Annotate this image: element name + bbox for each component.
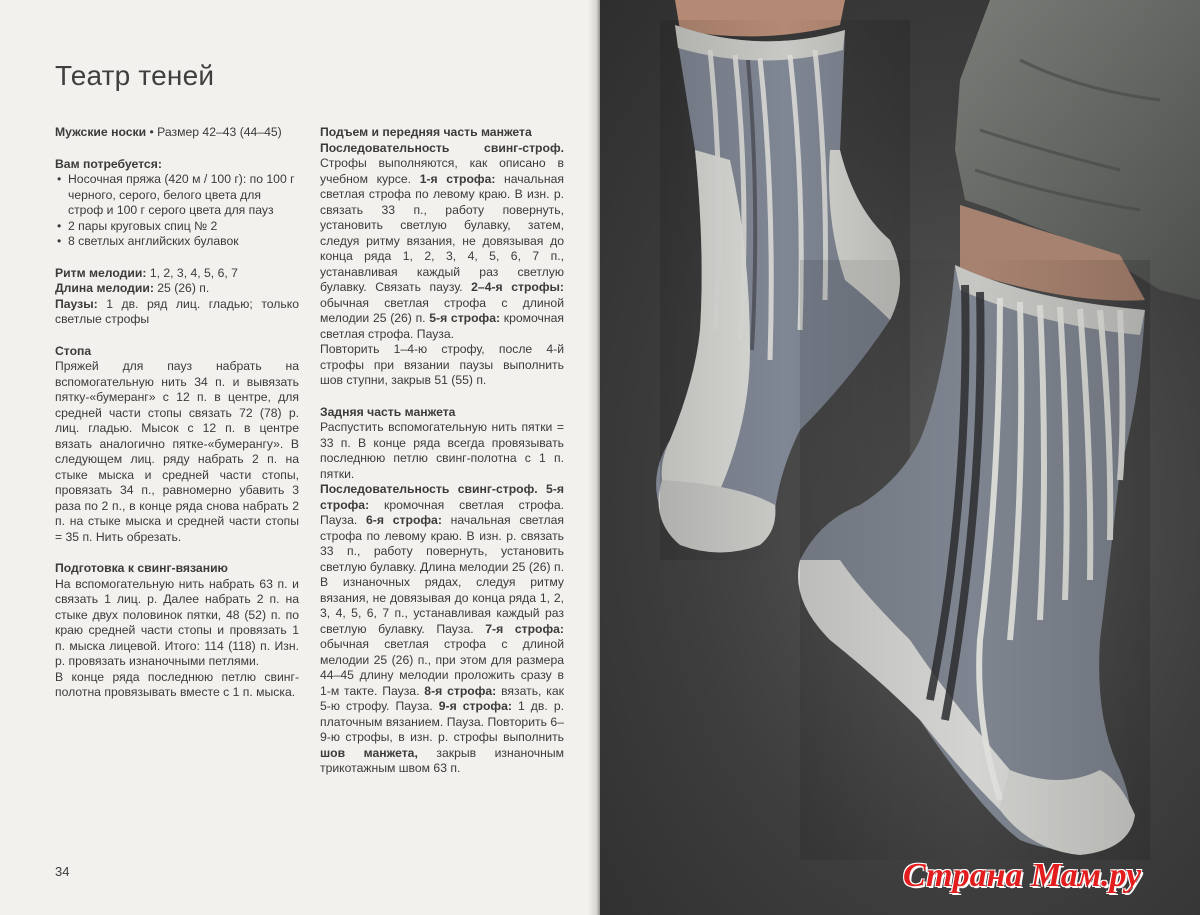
- watermark-logo: Страна Мам.ру: [903, 857, 1142, 894]
- back-heading: Задняя часть манжета: [320, 404, 456, 419]
- rise-text: [320, 141, 564, 343]
- right-sock: [798, 260, 1150, 860]
- stanza-label: 7-я строфа:: [485, 621, 564, 636]
- pauses-line: [55, 297, 299, 328]
- repeat-text: Повторить 1–4-ю строфу, после 4-й строфы при вязании паузы выполнить шов ступни, закрыв 51 (55) п.: [320, 342, 564, 387]
- back-text: Распустить вспомогательную нить пятки = 33 п. В конце ряда всегда провязывать последнюю петлю свинг-полотна с 1 п. пятки.: [320, 420, 564, 481]
- stanza-text: начальная светлая строфа по левому краю. В изн. р. связать 33 п., работу повернуть, установить светлую булавку, затем, следуя ритму вязания, не довязывая до конца ряда 1, 2, 3, 4, 5, 6, 7 п., устанавливая каждый раз светлую булавку. Связать паузу.: [320, 171, 564, 294]
- materials-item: • 2 пары круговых спиц № 2: [55, 219, 299, 235]
- materials-list: [55, 172, 299, 250]
- rise-heading: Подъем и передняя часть манжета: [320, 125, 532, 139]
- sequence-text: Строфы выполняются, как описано в учебном курсе.: [320, 156, 564, 186]
- materials-heading: Вам потребуется:: [55, 156, 162, 171]
- size-line: [55, 125, 299, 141]
- stanza-label: 8-я строфа:: [424, 683, 497, 698]
- stanza-text: кромочная светлая строфа. Пауза.: [320, 311, 564, 341]
- stanza-label: 1-я строфа:: [419, 171, 496, 186]
- rhythm-label: Ритм мелодии:: [55, 265, 147, 280]
- sequence-text: кромочная светлая строфа. Пауза.: [320, 497, 564, 527]
- stanza-text: обычная светлая строфа с длиной мелодии 25 (26) п., при этом для размера 44–45 длину мелодии проложить сразу в 1-м такте. Пауза.: [320, 637, 564, 698]
- stanza-text: обычная светлая строфа с длиной мелодии 25 (26) п.: [320, 295, 564, 325]
- photo-page: [600, 0, 1200, 915]
- page-number: 34: [55, 864, 70, 879]
- pauses-value: 1 дв. ряд лиц. гладью; только светлые строфы: [55, 296, 299, 326]
- foot-text: Пряжей для пауз набрать на вспомогательную нить 34 п. и вывязать пятку-«бумеранг» с 12 п. в центре, для средней части стопы связать 72 (78) р. лиц. гладью. Мысок с 12 п. в центре вязать аналогично пятке-«бумерангу». В следующем лиц. ряду набрать 2 п. на стыке мыска и средней части стопы, провязать 34 п., равномерно убавить 3 раза по 2 п., в конце ряда снова набрать 2 п. на стыке мыска и средней части стопы = 35 п. Нить обрезать.: [55, 359, 299, 544]
- cuff-text: закрыв изнаночным трикотажным швом 63 п.: [320, 745, 564, 775]
- sequence-label: Последовательность свинг-строф.: [320, 140, 564, 155]
- sequence-label: Последовательность свинг-строф. 5-я строфа:: [320, 482, 564, 512]
- cuff-label: шов манжета,: [320, 745, 418, 760]
- stanza-label: 9-я строфа:: [438, 699, 512, 713]
- materials-item: • Носочная пряжа (420 м / 100 г): по 100 г черного, серого, белого цвета для строф и 100 г серого цвета для пауз: [55, 172, 299, 219]
- stanza-label: 6-я строфа:: [366, 513, 442, 527]
- stanza-text: начальная светлая строфа по левому краю. В изн. р. связать 33 п., работу повернуть, установить светлую булавку. Длина мелодии 25 (26) п. В изнаночных рядах, следуя ритму вязания, не довязывая до конца ряда 1, 2, 3, 4, 5, 6, 7 п., устанавливая каждый раз светлую булавку. Пауза.: [320, 513, 564, 636]
- stanza-label: 2–4-я строфы:: [471, 280, 564, 294]
- page-title: Театр теней: [55, 60, 215, 91]
- foot-heading: Стопа: [55, 343, 92, 358]
- prep-heading: Подготовка к свинг-вязанию: [55, 561, 228, 575]
- rhythm-line: [55, 266, 299, 282]
- length-label: Длина мелодии:: [55, 281, 154, 295]
- prep-text: На вспомогательную нить набрать 63 п. и связать 1 лиц. р. Далее набрать 2 п. на стыке двух половинок пятки, 48 (52) п. по краю средней части стопы и провязать 1 п. мыска лицевой. Итого: 114 (118) п. Изн. р. провязать изнаночными петлями.: [55, 576, 299, 668]
- stanza-label: 5-я строфа:: [429, 311, 501, 325]
- rhythm-value: 1, 2, 3, 4, 5, 6, 7: [146, 265, 238, 280]
- knitted-socks-photo: [600, 0, 1200, 915]
- column-right: [320, 125, 564, 777]
- pauses-label: Паузы:: [55, 296, 98, 311]
- column-left: [55, 125, 299, 701]
- prep-text-2: В конце ряда последнюю петлю свинг-полотна провязывать вместе с 1 п. мыска.: [55, 669, 299, 699]
- left-page: [0, 0, 596, 915]
- item-size: • Размер 42–43 (44–45): [146, 125, 282, 139]
- stanza-text: 1 дв. р. платочным вязанием. Пауза. Повторить 6–9-ю строфы, в изн. р. строфы выполнить: [320, 699, 564, 744]
- length-value: 25 (26) п.: [153, 281, 210, 295]
- item-name: Мужские носки: [55, 125, 147, 139]
- length-line: [55, 281, 299, 297]
- materials-item: • 8 светлых английских булавок: [55, 234, 299, 250]
- back-sequence: [320, 482, 564, 777]
- stanza-text: вязать, как 5-ю строфу. Пауза.: [320, 683, 564, 713]
